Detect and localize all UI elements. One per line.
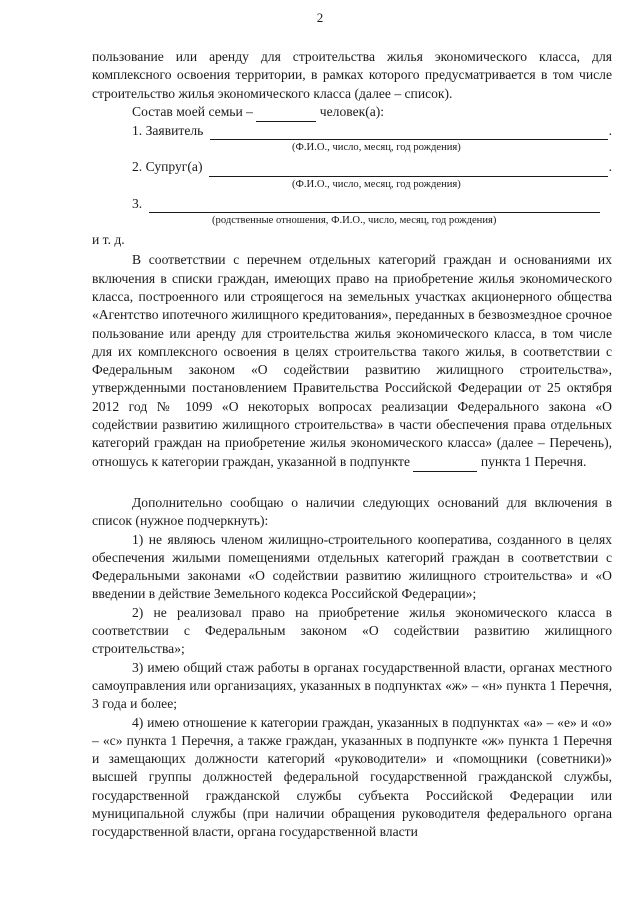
intro-paragraph: пользование или аренду для строительства жилья экономического класса, для комплексного освоения территории, в рамках которого предусматривается в том числе строительство жилья экономического класса (далее – список). — [92, 49, 612, 101]
spouse-field-row: 2. Супруг(а) . — [92, 158, 612, 176]
applicant-field-row: 1. Заявитель . — [92, 122, 612, 140]
main-paragraph-text: В соответствии с перечнем отдельных категорий граждан и основаниями их включения в списки граждан, имеющих право на приобретение жилья экономического класса, построенного или строящегося на земельных участках акционерного общества «Агентство ипотечного жилищного кредитования», переданных в безвозмездное срочное пользование или аренду для строительства жилья экономического класса, в том числе для их комплексного освоения в целях строительства такого жилья, в соответствии с Федеральным законом «О содействии развитию жилищного строительства», утвержденными постановлением Правительства Российской Федерации от 25 октября 2012 год № 1099 «О некоторых вопросах реализации Федерального закона «О содействии развитию жилищного строительства» в части обеспечения права отдельных категорий граждан на приобретение жилья экономического класса» (далее – Перечень), отношусь к категории граждан, указанной в подпункте — [92, 252, 612, 469]
spouse-caption: (Ф.И.О., число, месяц, год рождения) — [292, 178, 461, 190]
family-count-blank — [256, 103, 316, 122]
main-paragraph-tail: пункта 1 Перечня. — [480, 453, 587, 469]
etc-text: и т. д. — [92, 232, 125, 248]
basis-item-1: 1) не являюсь членом жилищно-строительного кооператива, созданного в целях обеспечения жилыми помещениями отдельных категорий граждан в соответствии с Федеральными законами «О содействии развитию жилищного строительства» и «О введении в действие Земельного кодекса Российской Федерации»; — [92, 531, 612, 602]
spouse-label: 2. Супруг(а) — [132, 159, 206, 175]
basis-item-3: 3) имею общий стаж работы в органах государственной власти, органах местного самоуправления или организациях, указанных в подпунктах «ж» – «н» пункта 1 Перечня, 3 года и более; — [92, 659, 612, 712]
basis-item-2: 2) не реализовал право на приобретение жилья экономического класса в соответствии с Федеральным законом «О содействии развитию жилищного строительства»; — [92, 604, 612, 657]
additional-intro: Дополнительно сообщаю о наличии следующих оснований для включения в список (нужное подчеркнуть): — [92, 494, 612, 529]
main-paragraph — [92, 251, 612, 472]
relative-caption: (родственные отношения, Ф.И.О., число, месяц, год рождения) — [212, 215, 497, 227]
relative-blank-line — [149, 198, 600, 213]
relative-label: 3. — [132, 195, 146, 211]
spouse-blank-line — [209, 162, 608, 177]
applicant-caption: (Ф.И.О., число, месяц, год рождения) — [292, 142, 461, 154]
applicant-label: 1. Заявитель — [132, 123, 207, 139]
page-number: 2 — [316, 10, 324, 25]
document-body — [92, 48, 612, 842]
family-suffix: человек(а): — [319, 103, 385, 119]
relative-field-row — [92, 195, 612, 213]
basis-item-4: 4) имею отношение к категории граждан, указанных в подпунктах «а» – «е» и «о» – «с» пункта 1 Перечня, а также граждан, указанных в подпункте «ж» пункта 1 Перечня и замещающих должности категорий «руководители» и «помощники (советники)» высшей группы должностей федеральной государственной гражданской службы, государственной гражданской службы субъекта Российской Федерации или муниципальной службы (при наличии обращения руководителя федерального органа государственной власти, органа государственной власти — [92, 714, 612, 840]
family-prefix: Состав моей семьи – — [132, 103, 253, 119]
applicant-blank-line — [210, 125, 608, 140]
subparagraph-blank — [413, 453, 477, 472]
family-composition-line — [92, 103, 612, 122]
